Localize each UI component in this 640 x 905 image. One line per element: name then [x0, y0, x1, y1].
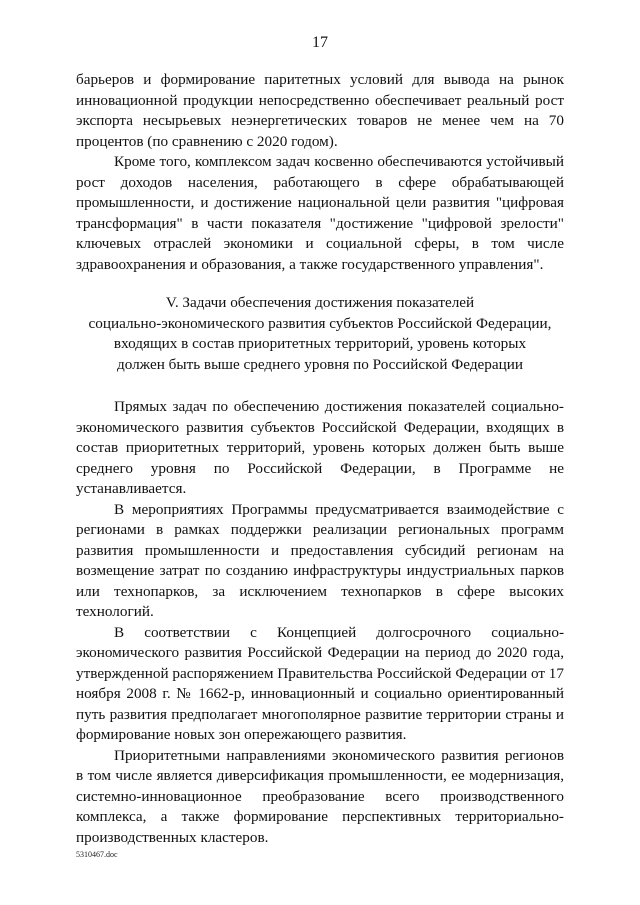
section-heading — [76, 293, 564, 375]
paragraph: В мероприятиях Программы предусматривается взаимодействие с регионами в рамках поддержки реализации региональных программ развития промышленности и предоставления субсидий регионам на возмещение затрат по созданию инфраструктуры индустриальных парков или технопарков, за исключением технопарков в сфере высоких технологий. — [76, 500, 564, 620]
section-heading-line: входящих в состав приоритетных территорий, уровень которых — [113, 335, 527, 352]
section-heading-line: должен быть выше среднего уровня по Российской Федерации — [116, 355, 524, 373]
paragraph: Прямых задач по обеспечению достижения показателей социально-экономического развития субъектов Российской Федерации, входящих в состав приоритетных территорий, уровень которых должен быть выше среднего уровня по Российской Федерации, в Программе не устанавливается. — [76, 398, 564, 497]
document-body — [76, 70, 564, 848]
page-number: 17 — [312, 34, 328, 51]
paragraph: Приоритетными направлениями экономического развития регионов в том числе является диверсификация промышленности, ее модернизация, системно-инновационное преобразование всего производственного комплекса, а также формирование перспективных территориально-производственных кластеров. — [76, 746, 564, 846]
paragraph: Кроме того, комплексом задач косвенно обеспечиваются устойчивый рост доходов населения, работающего в сфере обрабатывающей промышленности, и достижение национальной цели развития "цифровая трансформация" в части показателя "достижение "цифровой зрелости" ключевых отраслей экономики и социальной сферы, в том числе здравоохранения и образования, а также государственного управления". — [76, 153, 564, 273]
section-heading-line: социально-экономического развития субъектов Российской Федерации, — [88, 314, 552, 332]
section-heading-line: V. Задачи обеспечения достижения показателей — [165, 294, 475, 311]
file-name-footer: 5310467.doc — [76, 850, 118, 859]
paragraph: барьеров и формирование паритетных условий для вывода на рынок инновационной продукции непосредственно обеспечивает реальный рост экспорта несырьевых неэнергетических товаров не менее чем на 70 процентов (по сравнению с 2020 годом). — [76, 71, 564, 150]
paragraph: В соответствии с Концепцией долгосрочного социально-экономического развития Российской Федерации на период до 2020 года, утвержденной распоряжением Правительства Российской Федерации от 17 ноября 2008 г. № 1662-р, инновационный и социально ориентированный путь развития предполагает многополярное развитие территории страны и формирование новых зон опережающего развития. — [76, 623, 564, 743]
